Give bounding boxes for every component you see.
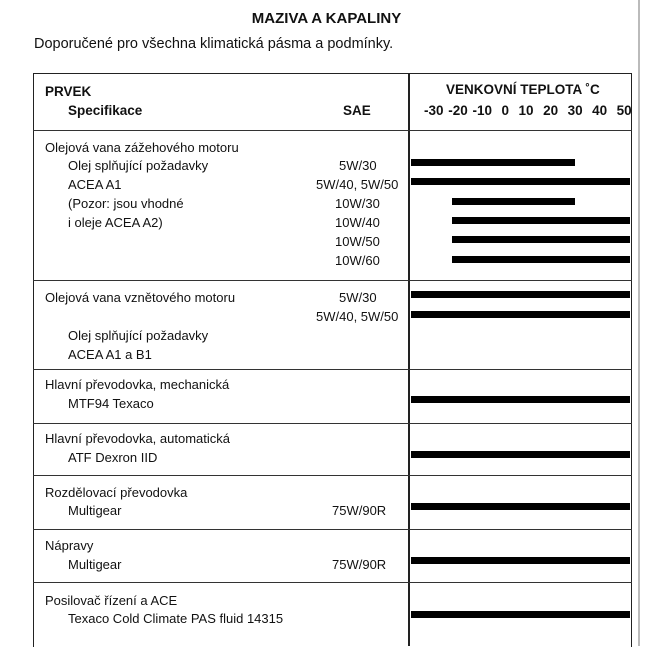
section-title: Rozdělovací převodovka (45, 485, 188, 500)
temperature-range-bar (452, 256, 630, 263)
header-sae: SAE (343, 103, 371, 118)
section-title: Posilovač řízení a ACE (45, 593, 178, 608)
page-edge (638, 0, 640, 646)
sae-grade: 10W/40 (335, 215, 380, 230)
temperature-range-bar (411, 611, 630, 618)
temperature-range-bar (411, 451, 630, 458)
section-divider (33, 369, 632, 370)
temperature-range-bar (411, 503, 630, 510)
sae-grade: 5W/30 (339, 290, 377, 305)
spec-line: Multigear (68, 557, 122, 572)
section-divider (33, 423, 632, 424)
spec-line: Olej splňující požadavky (68, 158, 209, 173)
section-divider (33, 475, 632, 476)
spec-line: ATF Dexron IID (68, 450, 158, 465)
spec-line: ACEA A1 (68, 177, 122, 192)
section-title: Nápravy (45, 538, 94, 553)
spec-line: (Pozor: jsou vhodné (68, 196, 184, 211)
header-divider (33, 130, 632, 131)
sae-grade: 10W/50 (335, 234, 380, 249)
temperature-range-bar (411, 311, 630, 318)
sae-grade: 10W/60 (335, 253, 380, 268)
temperature-range-bar (411, 291, 630, 298)
temperature-range-bar (411, 557, 630, 564)
section-divider (33, 582, 632, 583)
page-title: MAZIVA A KAPALINY (251, 10, 402, 27)
spec-line: Olej splňující požadavky (68, 328, 209, 343)
header-component: PRVEK (45, 84, 92, 99)
spec-line: Texaco Cold Climate PAS fluid 14315 (68, 611, 284, 626)
sae-grade: 5W/40, 5W/50 (316, 309, 399, 324)
spec-line: MTF94 Texaco (68, 396, 154, 411)
section-divider (33, 529, 632, 530)
temperature-range-bar (452, 198, 575, 205)
sae-grade: 5W/40, 5W/50 (316, 177, 399, 192)
section-title: Olejová vana vznětového motoru (45, 290, 236, 305)
temperature-range-bar (452, 236, 630, 243)
section-divider (33, 280, 632, 281)
header-specification: Specifikace (68, 103, 143, 118)
column-divider (408, 73, 410, 646)
spec-line: Multigear (68, 503, 122, 518)
section-title: Hlavní převodovka, mechanická (45, 377, 230, 392)
sae-grade: 75W/90R (332, 557, 387, 572)
spec-line: i oleje ACEA A2) (68, 215, 163, 230)
sae-grade: 75W/90R (332, 503, 387, 518)
section-title: Olejová vana zážehového motoru (45, 140, 239, 155)
sae-grade: 5W/30 (339, 158, 377, 173)
spec-line: ACEA A1 a B1 (68, 347, 152, 362)
header-temperature: VENKOVNÍ TEPLOTA ˚C (446, 82, 600, 97)
temperature-range-bar (411, 396, 630, 403)
temperature-range-bar (411, 178, 630, 185)
page-subtitle: Doporučené pro všechna klimatická pásma a podmínky. (34, 36, 394, 52)
section-title: Hlavní převodovka, automatická (45, 431, 230, 446)
temperature-range-bar (452, 217, 630, 224)
temperature-scale: -30 -20 -10 0 10 20 30 40 50 (424, 103, 632, 118)
sae-grade: 10W/30 (335, 196, 380, 211)
temperature-range-bar (411, 159, 575, 166)
